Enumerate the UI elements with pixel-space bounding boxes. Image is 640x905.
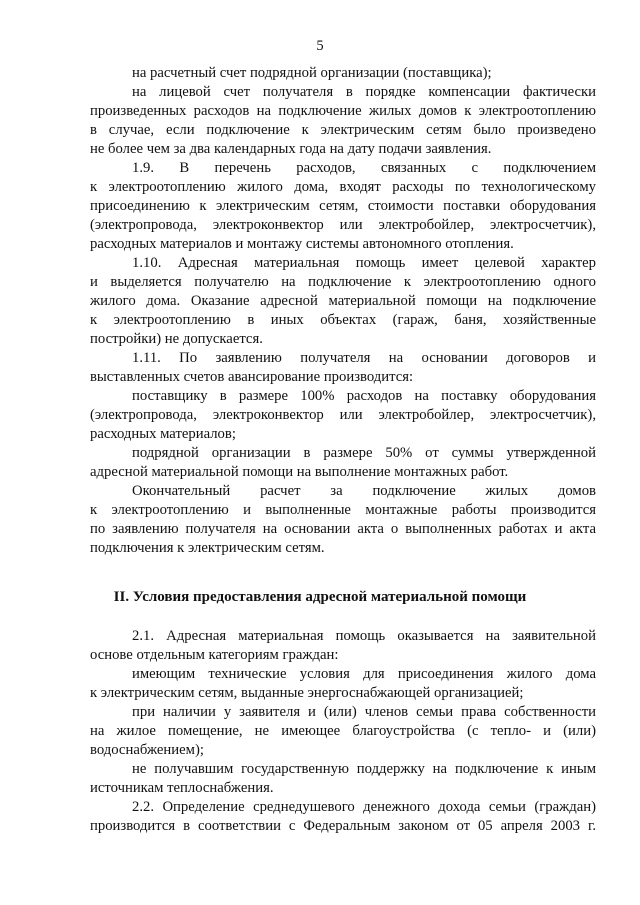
text-line: 2.1. Адресная материальная помощь оказывается на заявительной [132,628,596,644]
page-number: 5 [316,38,324,54]
text-line: присоединению к электрическим сетям, стоимости поставки оборудования [90,198,596,214]
text-line: на лицевой счет получателя в порядке компенсации фактически [132,84,596,100]
text-line: к электроотоплению жилого дома, входят расходы по технологическому [90,179,596,195]
text-line: расходных материалов; [90,426,236,442]
text-line: на расчетный счет подрядной организации (поставщика); [132,65,492,81]
text-line: основе отдельным категориям граждан: [90,647,339,663]
text-line: производится в соответствии с Федеральным законом от 05 апреля 2003 г. [90,818,596,834]
text-line: в случае, если подключение к электрическим сетям было произведено [90,122,596,138]
text-line: водоснабжением); [90,742,204,758]
text-line: Окончательный расчет за подключение жилых домов [132,483,596,499]
text-line: не получавшим государственную поддержку на подключение к иным [132,761,596,777]
text-line: к электроотоплению и выполненные монтажные работы производится [90,502,596,518]
text-line: к электрическим сетям, выданные энергоснабжающей организацией; [90,685,524,701]
text-line: на жилое помещение, не имеющее благоустройства (с тепло- и (или) [90,723,596,739]
text-line: расходных материалов и монтажу системы автономного отопления. [90,236,514,252]
section-heading: II. Условия предоставления адресной материальной помощи [113,589,527,605]
text-line: 1.10. Адресная материальная помощь имеет целевой характер [132,255,596,271]
text-line: (электропровода, электроконвектор или электробойлер, электросчетчик), [90,217,596,233]
text-line: к электроотоплению в иных объектах (гараж, баня, хозяйственные [90,312,596,328]
text-line: постройки) не допускается. [90,331,263,347]
text-line: имеющим технические условия для присоединения жилого дома [132,666,596,682]
text-line: 2.2. Определение среднедушевого денежного дохода семьи (граждан) [132,799,596,815]
text-line: и выделяется получателю на подключение к электроотоплению одного [90,274,596,290]
text-line: не более чем за два календарных года на дату подачи заявления. [90,141,492,157]
text-line: подключения к электрическим сетям. [90,540,325,556]
text-line: выставленных счетов авансирование производится: [90,369,414,385]
text-line: (электропровода, электроконвектор или электробойлер, электросчетчик), [90,407,596,423]
text-line: поставщику в размере 100% расходов на поставку оборудования [132,388,596,404]
text-line: 1.9. В перечень расходов, связанных с подключением [132,160,596,176]
text-line: при наличии у заявителя и (или) членов семьи права собственности [132,704,596,720]
text-line: жилого дома. Оказание адресной материальной помощи на подключение [90,293,596,309]
text-line: произведенных расходов на подключение жилых домов к электроотоплению [90,103,596,119]
text-line: источникам теплоснабжения. [90,780,274,796]
text-line: подрядной организации в размере 50% от суммы утвержденной [132,445,596,461]
text-line: адресной материальной помощи на выполнение монтажных работ. [90,464,509,480]
text-line: 1.11. По заявлению получателя на основании договоров и [132,350,596,366]
text-line: по заявлению получателя на основании акта о выполненных работах и акта [90,521,596,537]
